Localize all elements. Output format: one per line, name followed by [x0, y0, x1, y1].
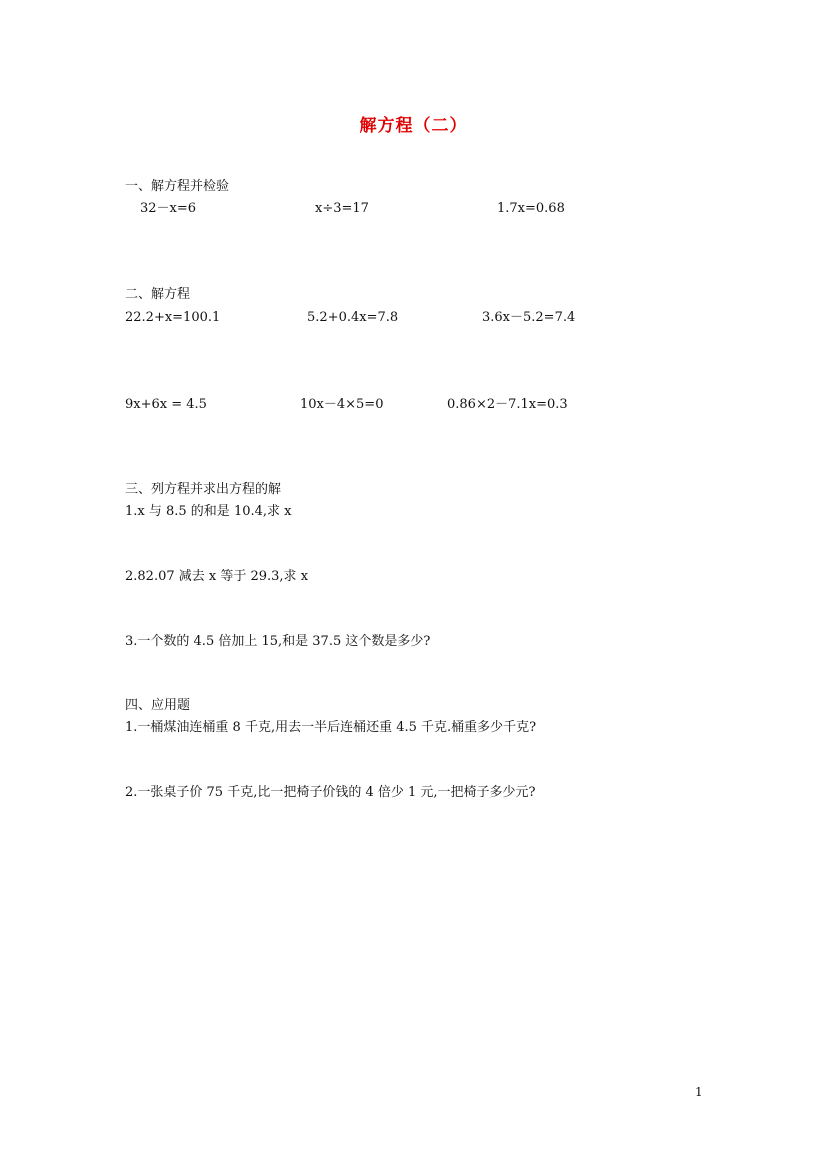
section3-question-1: 1.x 与 8.5 的和是 10.4,求 x [125, 504, 292, 519]
section4-question-1: 1.一桶煤油连桶重 8 千克,用去一半后连桶还重 4.5 千克.桶重多少千克? [125, 720, 537, 735]
section2-equation-2: 5.2+0.4x=7.8 [307, 310, 399, 325]
section2-equation-1: 22.2+x=100.1 [125, 310, 221, 325]
section1-heading: 一、解方程并检验 [125, 179, 230, 194]
page-number: 1 [695, 1085, 703, 1099]
section4-question-2: 2.一张桌子价 75 千克,比一把椅子价钱的 4 倍少 1 元,一把椅子多少元? [125, 785, 536, 800]
section1-equation-1: 32－x=6 [140, 201, 197, 216]
section2-equation-6: 0.86×2－7.1x=0.3 [447, 397, 568, 412]
page-title: 解方程（二） [359, 116, 468, 136]
section1-equation-2: x÷3=17 [315, 201, 369, 216]
section1-equation-3: 1.7x=0.68 [497, 201, 565, 216]
section2-heading: 二、解方程 [125, 287, 191, 302]
section4-heading: 四、应用题 [125, 698, 191, 713]
section2-equation-5: 10x－4×5=0 [300, 397, 384, 412]
section2-equation-4: 9x+6x = 4.5 [125, 397, 207, 412]
section3-question-3: 3.一个数的 4.5 倍加上 15,和是 37.5 这个数是多少? [125, 634, 431, 649]
section2-equation-3: 3.6x－5.2=7.4 [482, 310, 576, 325]
section3-question-2: 2.82.07 减去 x 等于 29.3,求 x [125, 569, 309, 584]
section3-heading: 三、列方程并求出方程的解 [125, 482, 282, 497]
